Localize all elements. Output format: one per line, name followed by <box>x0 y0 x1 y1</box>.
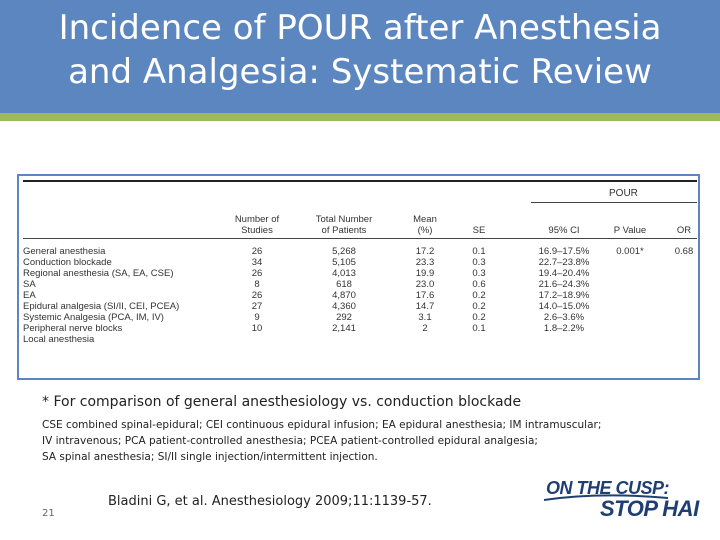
cell-ci: 2.6–3.6% <box>543 312 585 323</box>
cell-ci: 21.6–24.3% <box>538 279 590 290</box>
cell-ci: 16.9–17.5% <box>538 246 590 257</box>
table-row <box>19 312 699 323</box>
cell-patients: 5,105 <box>332 257 356 268</box>
table-row <box>19 290 699 301</box>
table-row <box>19 301 699 312</box>
cell-ci: 1.8–2.2% <box>543 323 585 334</box>
cell-studies: 26 <box>251 268 263 279</box>
cell-patients: 4,870 <box>332 290 356 301</box>
header-mean: Mean (%) <box>413 214 437 236</box>
cell-patients: 4,013 <box>332 268 356 279</box>
cell-label: Epidural analgesia (SI/II, CEI, PCEA) <box>23 301 180 312</box>
header-patients: Total Number of Patients <box>315 214 373 236</box>
cell-or: 0.68 <box>674 246 694 257</box>
cell-label: Peripheral nerve blocks <box>23 323 123 334</box>
table-row <box>19 279 699 290</box>
cell-studies: 26 <box>251 246 263 257</box>
cell-mean: 17.6 <box>415 290 435 301</box>
header-se: SE <box>472 225 486 236</box>
cell-studies: 26 <box>251 290 263 301</box>
results-table <box>17 174 700 380</box>
slide-title <box>0 6 720 94</box>
header-studies: Number of Studies <box>234 214 280 236</box>
header-rule <box>23 238 697 239</box>
cell-patients: 292 <box>336 312 352 323</box>
cell-se: 0.6 <box>472 279 486 290</box>
cell-mean: 23.3 <box>415 257 435 268</box>
footnote-comparison: * For comparison of general anesthesiology vs. conduction blockade <box>42 394 522 410</box>
cell-patients: 5,268 <box>332 246 356 257</box>
cell-patients: 2,141 <box>332 323 356 334</box>
cell-ci: 17.2–18.9% <box>538 290 590 301</box>
table-row <box>19 334 699 345</box>
cell-mean: 3.1 <box>418 312 432 323</box>
cell-se: 0.1 <box>472 323 486 334</box>
cell-ci: 14.0–15.0% <box>538 301 590 312</box>
abbrev-line-1: CSE combined spinal-epidural; CEI continuous epidural infusion; EA epidural anesthesia; IM intramuscular; <box>42 419 602 431</box>
cell-se: 0.2 <box>472 312 486 323</box>
stop-hai-logo <box>540 478 710 520</box>
table-row <box>19 246 699 257</box>
pour-group-header: POUR <box>609 188 638 199</box>
header-ci: 95% CI <box>548 225 580 236</box>
cell-label: SA <box>23 279 36 290</box>
cell-studies: 8 <box>254 279 260 290</box>
pour-group-rule <box>531 202 697 203</box>
cell-ci: 22.7–23.8% <box>538 257 590 268</box>
header-pvalue: P Value <box>613 225 647 236</box>
cell-ci: 19.4–20.4% <box>538 268 590 279</box>
banner-stripe <box>0 113 720 121</box>
cell-label: Regional anesthesia (SA, EA, CSE) <box>23 268 174 279</box>
table-row <box>19 257 699 268</box>
cell-mean: 17.2 <box>415 246 435 257</box>
cell-mean: 23.0 <box>415 279 435 290</box>
title-line-1: Incidence of POUR after Anesthesia <box>58 8 662 48</box>
cell-studies: 9 <box>254 312 260 323</box>
cell-se: 0.3 <box>472 268 486 279</box>
footnote-abbreviations <box>42 417 692 465</box>
cell-se: 0.2 <box>472 301 486 312</box>
cell-studies: 34 <box>251 257 263 268</box>
logo-line-1: ON THE CUSP: <box>546 478 670 498</box>
logo-line-2: STOP HAI <box>600 496 699 521</box>
table-row <box>19 268 699 279</box>
cell-label: Local anesthesia <box>23 334 95 345</box>
table-top-rule <box>23 180 697 182</box>
cell-label: Conduction blockade <box>23 257 112 268</box>
cell-mean: 2 <box>422 323 428 334</box>
title-line-2: and Analgesia: Systematic Review <box>68 52 652 92</box>
cell-label: General anesthesia <box>23 246 106 257</box>
page-number: 21 <box>42 508 55 519</box>
header-or: OR <box>676 225 692 236</box>
cell-patients: 618 <box>336 279 352 290</box>
cell-studies: 27 <box>251 301 263 312</box>
cell-se: 0.1 <box>472 246 486 257</box>
cell-mean: 19.9 <box>415 268 435 279</box>
cell-label: EA <box>23 290 36 301</box>
cell-studies: 10 <box>251 323 263 334</box>
abbrev-line-3: SA spinal anesthesia; SI/II single injection/intermittent injection. <box>42 451 378 463</box>
cell-patients: 4,360 <box>332 301 356 312</box>
cell-label: Systemic Analgesia (PCA, IM, IV) <box>23 312 164 323</box>
cell-se: 0.2 <box>472 290 486 301</box>
cell-mean: 14.7 <box>415 301 435 312</box>
abbrev-line-2: IV intravenous; PCA patient-controlled anesthesia; PCEA patient-controlled epidural analgesia; <box>42 435 538 447</box>
citation: Bladini G, et al. Anesthesiology 2009;11:1139-57. <box>108 494 432 509</box>
table-row <box>19 323 699 334</box>
cell-se: 0.3 <box>472 257 486 268</box>
cell-pvalue: 0.001* <box>616 246 644 257</box>
